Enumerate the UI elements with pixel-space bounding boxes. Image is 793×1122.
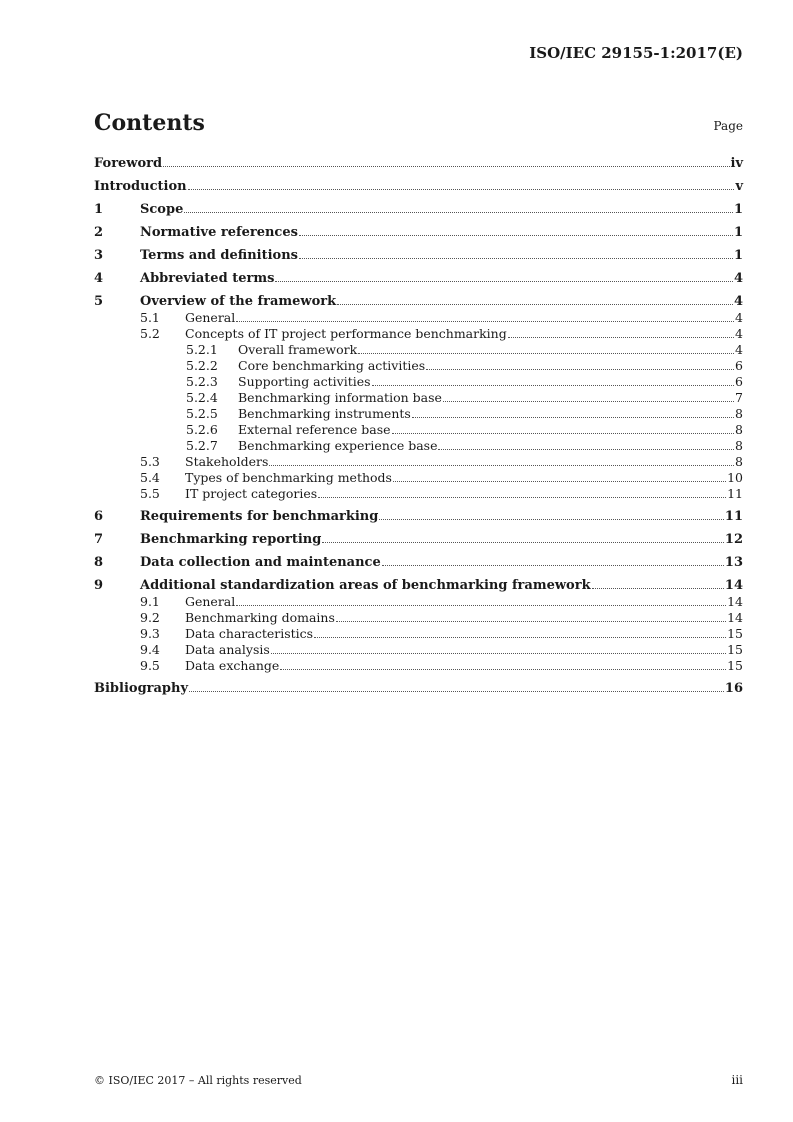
toc-entry-page: 14 [727, 594, 743, 609]
toc-entry[interactable] [94, 225, 743, 241]
toc-dot-leader [358, 353, 734, 354]
toc-entry[interactable] [94, 470, 743, 486]
toc-entry-number: 3 [94, 248, 104, 263]
toc-entry-title: Foreword [94, 156, 163, 171]
toc-dot-leader [271, 653, 726, 654]
toc-entry[interactable] [94, 310, 743, 326]
contents-heading: Contents [94, 110, 205, 136]
toc-entry[interactable] [94, 610, 743, 626]
toc-dot-leader [299, 258, 733, 259]
toc-entry-page: 4 [735, 310, 743, 325]
toc-entry-title: Types of benchmarking methods [185, 470, 392, 485]
toc-entry-number: 9.1 [140, 594, 160, 609]
toc-entry[interactable] [94, 326, 743, 342]
toc-entry[interactable] [94, 422, 743, 438]
toc-dot-leader [299, 235, 733, 236]
toc-entry-number: 5.2.2 [186, 358, 218, 373]
page-column-label: Page [713, 119, 743, 133]
toc-entry-page: 15 [727, 658, 743, 673]
toc-entry-title: Bibliography [94, 681, 189, 696]
toc-entry-number: 5.5 [140, 486, 160, 501]
toc-entry-title: Terms and definitions [140, 248, 298, 263]
toc-entry-title: Introduction [94, 179, 187, 194]
toc-entry-title: General [185, 594, 236, 609]
toc-entry-title: External reference base [238, 422, 391, 437]
toc-entry-page: 10 [727, 470, 743, 485]
toc-dot-leader [184, 212, 733, 213]
toc-entry-page: 4 [733, 271, 743, 286]
toc-entry-page: 16 [724, 681, 743, 696]
toc-entry-number: 5.2.4 [186, 390, 218, 405]
toc-entry-title: Supporting activities [238, 374, 371, 389]
toc-entry-page: 11 [724, 509, 743, 524]
toc-entry-number: 9.4 [140, 642, 160, 657]
toc-entry[interactable] [94, 406, 743, 422]
toc-dot-leader [188, 189, 735, 190]
toc-entry-title: Data analysis [185, 642, 270, 657]
toc-entry-number: 5.3 [140, 454, 160, 469]
toc-dot-leader [372, 385, 735, 386]
toc-entry-title: Benchmarking reporting [140, 532, 322, 547]
toc-entry[interactable] [94, 486, 743, 502]
toc-entry-number: 5 [94, 294, 104, 309]
toc-entry-number: 9.5 [140, 658, 160, 673]
toc-entry-number: 9.3 [140, 626, 160, 641]
toc-entry[interactable] [94, 374, 743, 390]
toc-entry-number: 5.2 [140, 326, 160, 341]
toc-entry-page: 8 [735, 454, 743, 469]
toc-entry-number: 7 [94, 532, 104, 547]
toc-entry-title: General [185, 310, 236, 325]
toc-entry-page: 8 [735, 438, 743, 453]
toc-entry-title: Overview of the framework [140, 294, 337, 309]
toc-entry-title: Additional standardization areas of benchmarking framework [140, 578, 591, 593]
toc-dot-leader [336, 621, 726, 622]
toc-entry[interactable] [94, 658, 743, 674]
toc-entry[interactable] [94, 578, 743, 594]
toc-entry[interactable] [94, 555, 743, 571]
toc-entry-number: 5.4 [140, 470, 160, 485]
toc-entry[interactable] [94, 594, 743, 610]
toc-dot-leader [393, 481, 726, 482]
toc-entry-title: Benchmarking domains [185, 610, 335, 625]
toc-entry-number: 2 [94, 225, 104, 240]
toc-entry[interactable] [94, 202, 743, 218]
toc-entry-number: 5.2.6 [186, 422, 218, 437]
toc-dot-leader [438, 449, 734, 450]
toc-dot-leader [236, 321, 734, 322]
toc-entry-page: 15 [727, 642, 743, 657]
toc-dot-leader [275, 281, 733, 282]
toc-entry[interactable] [94, 156, 743, 172]
toc-dot-leader [269, 465, 734, 466]
toc-entry-page: iv [730, 156, 743, 171]
toc-entry-page: 4 [735, 342, 743, 357]
toc-entry[interactable] [94, 438, 743, 454]
toc-entry[interactable] [94, 509, 743, 525]
toc-entry-number: 9 [94, 578, 104, 593]
document-id: ISO/IEC 29155-1:2017(E) [529, 44, 743, 62]
toc-entry-title: Overall framework [238, 342, 358, 357]
toc-entry-number: 8 [94, 555, 104, 570]
toc-entry-title: Requirements for benchmarking [140, 509, 379, 524]
toc-entry[interactable] [94, 532, 743, 548]
toc-dot-leader [382, 565, 724, 566]
toc-entry-title: Benchmarking information base [238, 390, 442, 405]
toc-entry-title: Data characteristics [185, 626, 314, 641]
toc-entry-page: 8 [735, 422, 743, 437]
toc-entry-page: 14 [727, 610, 743, 625]
toc-entry-number: 6 [94, 509, 104, 524]
toc-dot-leader [412, 417, 734, 418]
toc-entry-number: 5.1 [140, 310, 160, 325]
table-of-contents [94, 156, 743, 697]
toc-dot-leader [592, 588, 724, 589]
toc-dot-leader [392, 433, 735, 434]
toc-entry-title: Normative references [140, 225, 298, 240]
toc-entry[interactable] [94, 390, 743, 406]
toc-entry-page: 12 [724, 532, 743, 547]
toc-dot-leader [318, 497, 726, 498]
toc-entry[interactable] [94, 271, 743, 287]
toc-entry-page: 15 [727, 626, 743, 641]
toc-dot-leader [379, 519, 724, 520]
toc-entry-page: 6 [735, 358, 743, 373]
toc-entry-page: 1 [733, 202, 743, 217]
toc-entry-title: Stakeholders [185, 454, 269, 469]
toc-entry[interactable] [94, 454, 743, 470]
toc-entry[interactable] [94, 342, 743, 358]
toc-entry-title: Data collection and maintenance [140, 555, 381, 570]
toc-entry-page: 4 [735, 326, 743, 341]
toc-entry-page: 4 [733, 294, 743, 309]
toc-entry[interactable] [94, 681, 743, 697]
toc-entry-title: Data exchange [185, 658, 280, 673]
toc-dot-leader [189, 691, 724, 692]
toc-entry-title: Concepts of IT project performance benchmarking [185, 326, 507, 341]
toc-entry-title: Core benchmarking activities [238, 358, 426, 373]
toc-dot-leader [443, 401, 734, 402]
toc-entry-page: 1 [733, 225, 743, 240]
toc-dot-leader [508, 337, 734, 338]
toc-entry-number: 5.2.5 [186, 406, 218, 421]
toc-entry-page: 8 [735, 406, 743, 421]
toc-entry-page: 13 [724, 555, 743, 570]
toc-dot-leader [280, 669, 726, 670]
toc-dot-leader [163, 166, 729, 167]
toc-entry-number: 1 [94, 202, 104, 217]
toc-entry-title: Abbreviated terms [140, 271, 275, 286]
toc-entry-title: Benchmarking experience base [238, 438, 438, 453]
toc-dot-leader [236, 605, 726, 606]
footer-page-number: iii [731, 1073, 743, 1087]
toc-entry-page: 7 [735, 390, 743, 405]
toc-entry-title: Scope [140, 202, 184, 217]
toc-entry-page: v [735, 179, 743, 194]
toc-entry-number: 4 [94, 271, 104, 286]
toc-entry-number: 9.2 [140, 610, 160, 625]
toc-entry-page: 1 [733, 248, 743, 263]
toc-entry[interactable] [94, 294, 743, 310]
toc-dot-leader [426, 369, 734, 370]
toc-entry-number: 5.2.1 [186, 342, 218, 357]
toc-entry[interactable] [94, 626, 743, 642]
toc-entry-title: Benchmarking instruments [238, 406, 411, 421]
toc-entry-page: 14 [724, 578, 743, 593]
toc-entry[interactable] [94, 179, 743, 195]
toc-entry[interactable] [94, 248, 743, 264]
toc-dot-leader [322, 542, 724, 543]
toc-entry[interactable] [94, 642, 743, 658]
toc-entry-page: 11 [727, 486, 743, 501]
toc-entry-title: IT project categories [185, 486, 318, 501]
toc-entry-page: 6 [735, 374, 743, 389]
toc-entry-number: 5.2.3 [186, 374, 218, 389]
toc-dot-leader [314, 637, 726, 638]
toc-entry[interactable] [94, 358, 743, 374]
toc-dot-leader [337, 304, 733, 305]
toc-entry-number: 5.2.7 [186, 438, 218, 453]
footer-copyright: © ISO/IEC 2017 – All rights reserved [94, 1074, 302, 1087]
